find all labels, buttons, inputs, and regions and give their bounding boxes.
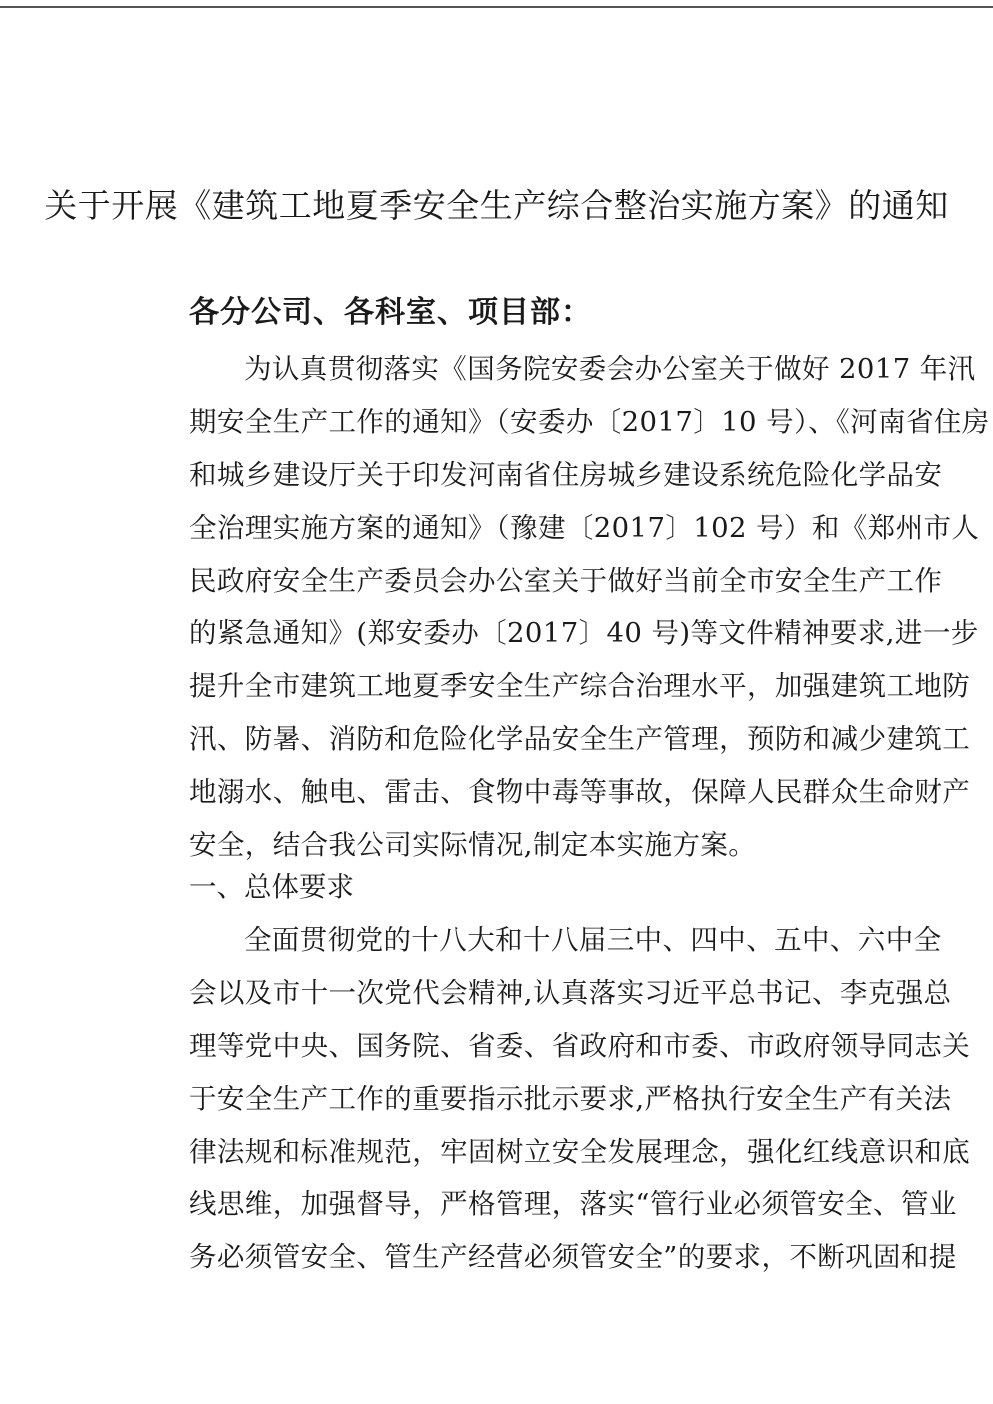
paragraph-line: 全治理实施方案的通知》（豫建〔2017〕102 号）和《郑州市人 xyxy=(189,511,980,544)
paragraph-line: 会以及市十一次党代会精神,认真落实习近平总书记、李克强总 xyxy=(189,976,952,1009)
paragraph-line: 为认真贯彻落实《国务院安委会办公室关于做好 2017 年汛 xyxy=(244,353,976,385)
paragraph-line: 提升全市建筑工地夏季安全生产综合治理水平，加强建筑工地防 xyxy=(189,670,971,703)
paragraph-line: 于安全生产工作的重要指示批示要求,严格执行安全生产有关法 xyxy=(189,1082,952,1115)
paragraph-line: 汛、防暑、消防和危险化学品安全生产管理，预防和减少建筑工 xyxy=(189,723,971,756)
paragraph-line: 地溺水、触电、雷击、食物中毒等事故，保障人民群众生命财产 xyxy=(189,776,971,809)
paragraph-2 xyxy=(189,914,971,1284)
paragraph-1 xyxy=(189,343,990,872)
paragraph-line: 期安全生产工作的通知》（安委办〔2017〕10 号）、《河南省住房 xyxy=(189,405,990,438)
paragraph-line: 的紧急通知》(郑安委办〔2017〕40 号)等文件精神要求,进一步 xyxy=(189,617,979,650)
paragraph-line: 理等党中央、国务院、省委、省政府和市委、市政府领导同志关 xyxy=(189,1029,971,1062)
paragraph-line: 全面贯彻党的十八大和十八届三中、四中、五中、六中全 xyxy=(244,924,942,956)
paragraph-line: 务必须管安全、管生产经营必须管安全”的要求，不断巩固和提 xyxy=(189,1241,957,1274)
section-heading: 一、总体要求 xyxy=(189,871,354,903)
paragraph-line: 线思维，加强督导，严格管理，落实“管行业必须管安全、管业 xyxy=(189,1188,957,1221)
scan-top-rule xyxy=(0,6,993,8)
paragraph-line: 民政府安全生产委员会办公室关于做好当前全市安全生产工作 xyxy=(189,564,943,597)
document-title: 关于开展《建筑工地夏季安全生产综合整治实施方案》的通知 xyxy=(44,186,949,225)
paragraph-line: 安全，结合我公司实际情况,制定本实施方案。 xyxy=(189,829,757,862)
paragraph-line: 律法规和标准规范，牢固树立安全发展理念，强化红线意识和底 xyxy=(189,1135,971,1168)
salutation: 各分公司、各科室、项目部： xyxy=(189,295,592,330)
paragraph-line: 和城乡建设厅关于印发河南省住房城乡建设系统危险化学品安 xyxy=(189,458,943,491)
